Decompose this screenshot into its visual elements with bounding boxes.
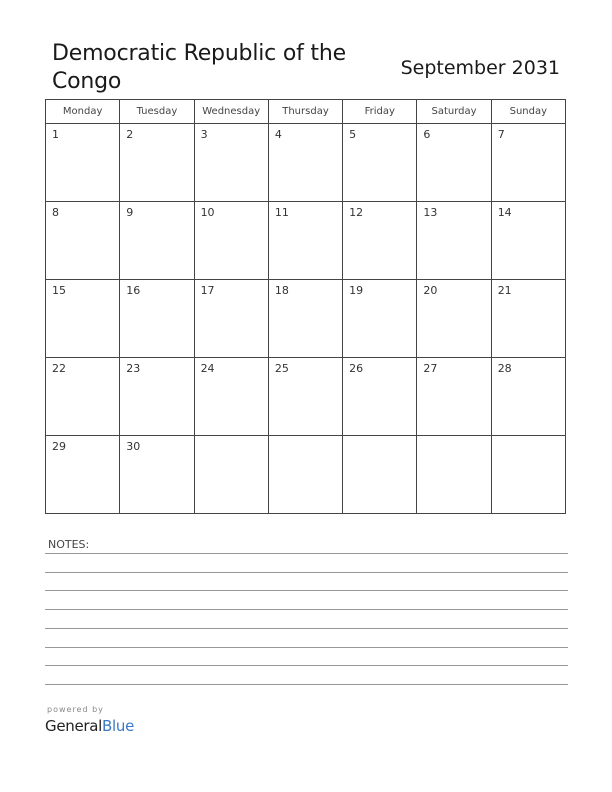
day-cell <box>46 436 120 514</box>
day-number <box>269 436 342 440</box>
notes-label: NOTES: <box>48 538 90 551</box>
day-cell <box>343 124 417 202</box>
day-number: 21 <box>497 284 512 297</box>
day-number: 23 <box>126 362 141 375</box>
page-title: Democratic Republic of the Congo <box>52 41 346 94</box>
day-number <box>343 436 416 440</box>
day-number: 12 <box>349 206 364 219</box>
day-number: 6 <box>423 128 431 141</box>
day-cell <box>268 280 342 358</box>
weekday-monday: Monday <box>46 100 120 124</box>
day-cell <box>343 202 417 280</box>
brand-logo <box>45 717 134 735</box>
weekday-sunday: Sunday <box>491 100 565 124</box>
day-number <box>492 436 565 440</box>
day-cell <box>491 436 565 514</box>
week-row <box>46 436 566 514</box>
day-number: 30 <box>126 440 141 453</box>
day-number: 9 <box>126 206 134 219</box>
calendar-grid <box>45 99 566 514</box>
notes-line <box>45 665 568 666</box>
week-row <box>46 358 566 436</box>
weekday-wednesday: Wednesday <box>194 100 268 124</box>
week-row <box>46 202 566 280</box>
month-label: September 2031 <box>400 57 560 79</box>
day-cell <box>268 124 342 202</box>
day-cell <box>46 124 120 202</box>
day-number: 1 <box>52 128 59 141</box>
day-cell <box>46 280 120 358</box>
day-cell <box>268 202 342 280</box>
brand-blue-text: Blue <box>102 717 135 735</box>
day-cell <box>120 358 194 436</box>
weekday-thursday: Thursday <box>268 100 342 124</box>
weekday-tuesday: Tuesday <box>120 100 194 124</box>
day-cell <box>417 124 491 202</box>
day-number: 11 <box>274 206 289 219</box>
day-number: 16 <box>126 284 141 297</box>
day-cell <box>491 124 565 202</box>
day-number: 26 <box>349 362 364 375</box>
notes-line <box>45 572 568 573</box>
day-cell <box>194 202 268 280</box>
day-cell <box>417 436 491 514</box>
brand-general-text: General <box>45 717 103 735</box>
day-cell <box>343 280 417 358</box>
day-cell <box>491 202 565 280</box>
powered-by-text: powered by <box>47 705 104 714</box>
day-cell <box>268 358 342 436</box>
weekday-saturday: Saturday <box>417 100 491 124</box>
day-cell <box>491 358 565 436</box>
notes-line <box>45 684 568 685</box>
day-cell <box>194 358 268 436</box>
day-number: 14 <box>497 206 512 219</box>
day-number: 8 <box>52 206 59 219</box>
notes-line <box>45 628 568 629</box>
day-cell <box>46 202 120 280</box>
day-cell <box>194 280 268 358</box>
day-number: 20 <box>423 284 438 297</box>
day-cell <box>120 202 194 280</box>
day-cell <box>417 202 491 280</box>
day-number: 13 <box>423 206 438 219</box>
day-number: 4 <box>274 128 282 141</box>
day-number: 29 <box>52 440 66 453</box>
day-number: 3 <box>200 128 208 141</box>
week-row <box>46 124 566 202</box>
day-cell <box>194 124 268 202</box>
day-cell <box>268 436 342 514</box>
day-number <box>417 436 490 440</box>
day-number <box>195 436 268 440</box>
day-cell <box>343 436 417 514</box>
weekday-header-row <box>46 100 566 124</box>
day-number: 10 <box>200 206 215 219</box>
day-number: 7 <box>497 128 505 141</box>
weekday-friday: Friday <box>343 100 417 124</box>
day-cell <box>417 280 491 358</box>
day-cell <box>46 358 120 436</box>
day-cell <box>120 280 194 358</box>
day-number: 5 <box>349 128 357 141</box>
notes-line <box>45 609 568 610</box>
day-number: 22 <box>52 362 66 375</box>
day-cell <box>491 280 565 358</box>
day-number: 19 <box>349 284 364 297</box>
day-number: 25 <box>274 362 289 375</box>
week-row <box>46 280 566 358</box>
day-cell <box>194 436 268 514</box>
notes-line <box>45 553 568 554</box>
day-number: 15 <box>52 284 66 297</box>
day-cell <box>417 358 491 436</box>
day-number: 24 <box>200 362 215 375</box>
day-number: 2 <box>126 128 134 141</box>
day-number: 18 <box>274 284 289 297</box>
day-cell <box>343 358 417 436</box>
day-cell <box>120 436 194 514</box>
day-number: 27 <box>423 362 438 375</box>
day-number: 17 <box>200 284 215 297</box>
day-number: 28 <box>497 362 512 375</box>
day-cell <box>120 124 194 202</box>
notes-line <box>45 647 568 648</box>
notes-line <box>45 590 568 591</box>
